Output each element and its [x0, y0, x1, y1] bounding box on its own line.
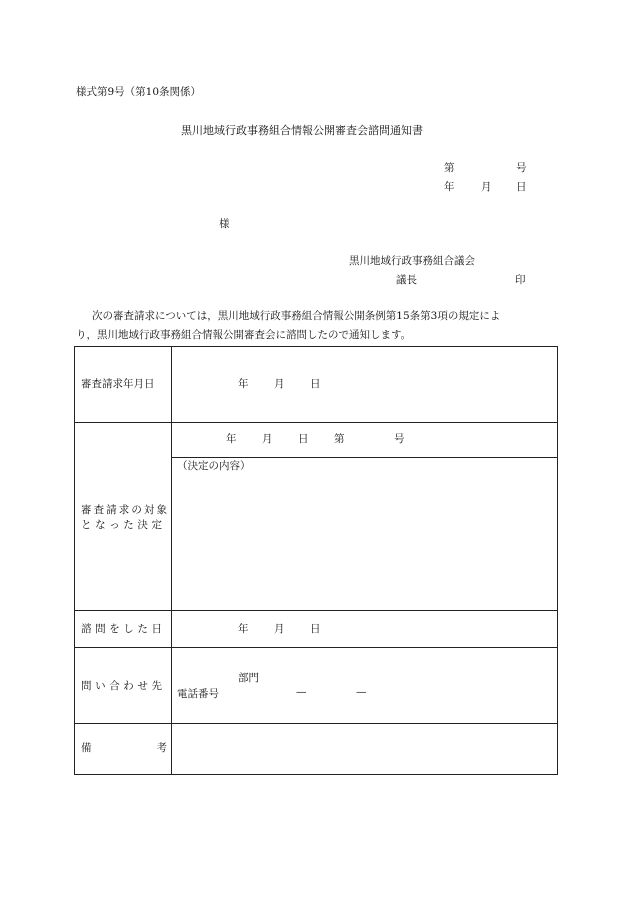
label-char: 請	[106, 504, 117, 516]
row-divider	[75, 610, 557, 611]
phone-dash-2: —	[356, 686, 367, 698]
request-date-day[interactable]: 日	[310, 378, 321, 390]
decision-dai: 第	[334, 433, 345, 445]
phone-dash-1: —	[296, 686, 307, 698]
doc-number-dai: 第	[444, 162, 455, 174]
decision-day[interactable]: 日	[298, 433, 309, 445]
row-inner-divider	[172, 457, 557, 458]
table-column-divider	[171, 347, 172, 774]
row-label-inquiry-date: 諮問をした日	[81, 623, 166, 635]
form-table	[74, 346, 558, 775]
inquiry-date-day[interactable]: 日	[310, 623, 321, 635]
row-divider	[75, 422, 557, 423]
label-char: の	[131, 504, 142, 516]
sender-seal: 印	[515, 274, 526, 286]
row-label-contact: 問い合わせ先	[81, 680, 166, 692]
label-char: 求	[118, 504, 130, 516]
remarks-field[interactable]	[175, 727, 553, 769]
label-char: 査	[93, 504, 105, 516]
inquiry-date-month[interactable]: 月	[274, 623, 285, 635]
label-char: 象	[156, 504, 167, 516]
row-label-decision-line1	[81, 505, 167, 516]
decision-content-label: （決定の内容）	[177, 460, 251, 472]
decision-go: 号	[394, 433, 405, 445]
row-divider	[75, 647, 557, 648]
inquiry-date-year[interactable]: 年	[238, 623, 249, 635]
decision-month[interactable]: 月	[262, 433, 273, 445]
row-label-remarks	[81, 743, 167, 754]
row-label-request-date: 審査請求年月日	[81, 378, 155, 390]
request-date-month[interactable]: 月	[274, 378, 285, 390]
addressee-sama: 様	[219, 218, 230, 230]
label-char: 対	[143, 504, 155, 516]
document-title: 黒川地域行政事務組合情報公開審査会諮問通知書	[181, 124, 423, 137]
contact-phone-label: 電話番号	[177, 688, 219, 700]
sender-title: 議長	[396, 274, 417, 286]
doc-number-go: 号	[516, 162, 527, 174]
label-text: 考	[156, 742, 167, 754]
decision-year[interactable]: 年	[226, 433, 237, 445]
contact-dept[interactable]: 部門	[238, 672, 259, 684]
row-label-decision-line2: となった決定	[81, 519, 166, 531]
body-line-1: 次の審査請求については，黒川地域行政事務組合情報公開条例第15条第3項の規定によ	[92, 310, 501, 322]
row-divider	[75, 723, 557, 724]
request-date-year[interactable]: 年	[238, 378, 249, 390]
doc-date-year: 年	[444, 181, 455, 193]
label-char: 審	[81, 504, 92, 516]
body-line-2: り，黒川地域行政事務組合情報公開審査会に諮問したので通知します。	[76, 329, 412, 341]
sender-org: 黒川地域行政事務組合議会	[349, 255, 475, 267]
form-id: 様式第9号（第10条関係）	[76, 86, 202, 98]
doc-date-day: 日	[516, 181, 527, 193]
label-text: 備	[81, 742, 92, 754]
doc-date-month: 月	[481, 181, 492, 193]
